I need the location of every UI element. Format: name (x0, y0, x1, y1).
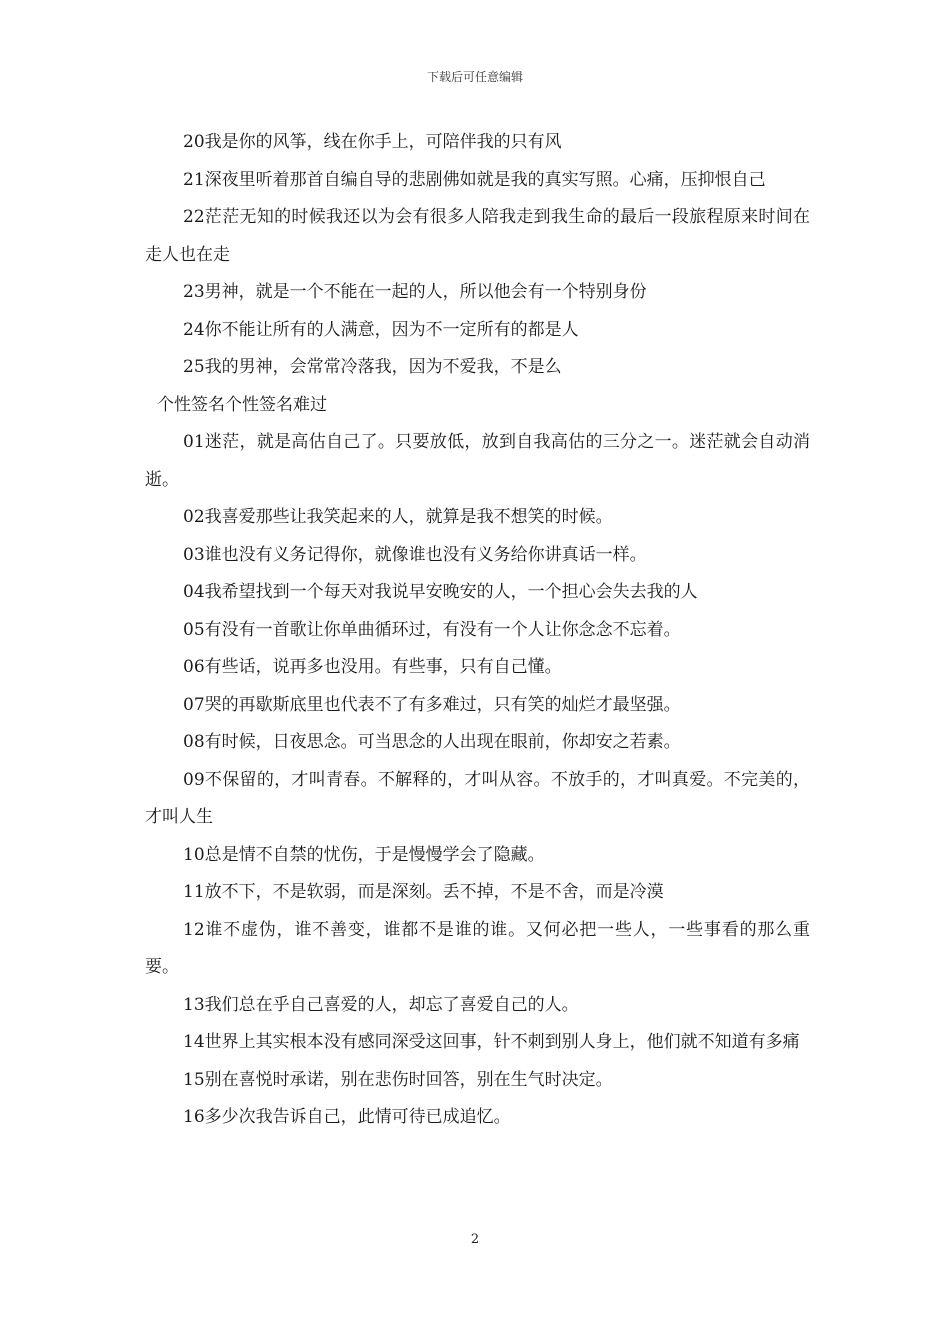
paragraph: 05有没有一首歌让你单曲循环过，有没有一个人让你念念不忘着。 (183, 619, 681, 640)
paragraph: 10总是情不自禁的忧伤，于是慢慢学会了隐藏。 (183, 844, 545, 865)
document-body (145, 124, 810, 1137)
paragraph: 13我们总在乎自己喜爱的人，却忘了喜爱自己的人。 (183, 994, 579, 1015)
page-number: 2 (470, 1232, 480, 1247)
paragraph: 16多少次我告诉自己，此情可待已成追忆。 (183, 1107, 511, 1127)
paragraph: 07哭的再歇斯底里也代表不了有多难过，只有笑的灿烂才最坚强。 (183, 694, 681, 715)
paragraph: 21深夜里听着那首自编自导的悲剧佛如就是我的真实写照。心痛，压抑恨自己 (183, 169, 766, 190)
paragraph: 23男神，就是一个不能在一起的人，所以他会有一个特别身份 (183, 282, 647, 302)
paragraph: 06有些话，说再多也没用。有些事，只有自己懂。 (183, 657, 562, 677)
paragraph: 24你不能让所有的人满意，因为不一定所有的都是人 (183, 319, 579, 340)
paragraph: 09不保留的，才叫青春。不解释的，才叫从容。不放手的，才叫真爱。不完美的，才叫人生 (145, 769, 810, 827)
paragraph: 14世界上其实根本没有感同深受这回事，针不刺到别人身上，他们就不知道有多痛 (183, 1032, 800, 1052)
paragraph: 02我喜爱那些让我笑起来的人，就算是我不想笑的时候。 (183, 507, 613, 527)
paragraph: 03谁也没有义务记得你，就像谁也没有义务给你讲真话一样。 (183, 544, 647, 565)
paragraph: 20我是你的风筝，线在你手上，可陪伴我的只有风 (183, 132, 562, 152)
paragraph: 04我希望找到一个每天对我说早安晚安的人，一个担心会失去我的人 (183, 582, 698, 602)
paragraph: 22茫茫无知的时候我还以为会有很多人陪我走到我生命的最后一段旅程原来时间在走人也在走 (145, 207, 810, 265)
paragraph: 25我的男神，会常常冷落我，因为不爱我，不是么 (183, 357, 562, 377)
paragraph: 12谁不虚伪，谁不善变，谁都不是谁的谁。又何必把一些人，一些事看的那么重要。 (145, 919, 810, 977)
paragraph: 08有时候，日夜思念。可当思念的人出现在眼前，你却安之若素。 (183, 732, 681, 752)
page-header: 下载后可任意编辑 (426, 70, 523, 84)
paragraph: 01迷茫，就是高估自己了。只要放低，放到自我高估的三分之一。迷茫就会自动消逝。 (145, 432, 810, 490)
section-heading: 个性签名个性签名难过 (157, 394, 327, 415)
paragraph: 11放不下，不是软弱，而是深刻。丢不掉，不是不舍，而是冷漠 (183, 882, 664, 902)
paragraph: 15别在喜悦时承诺，别在悲伤时回答，别在生气时决定。 (183, 1069, 613, 1090)
